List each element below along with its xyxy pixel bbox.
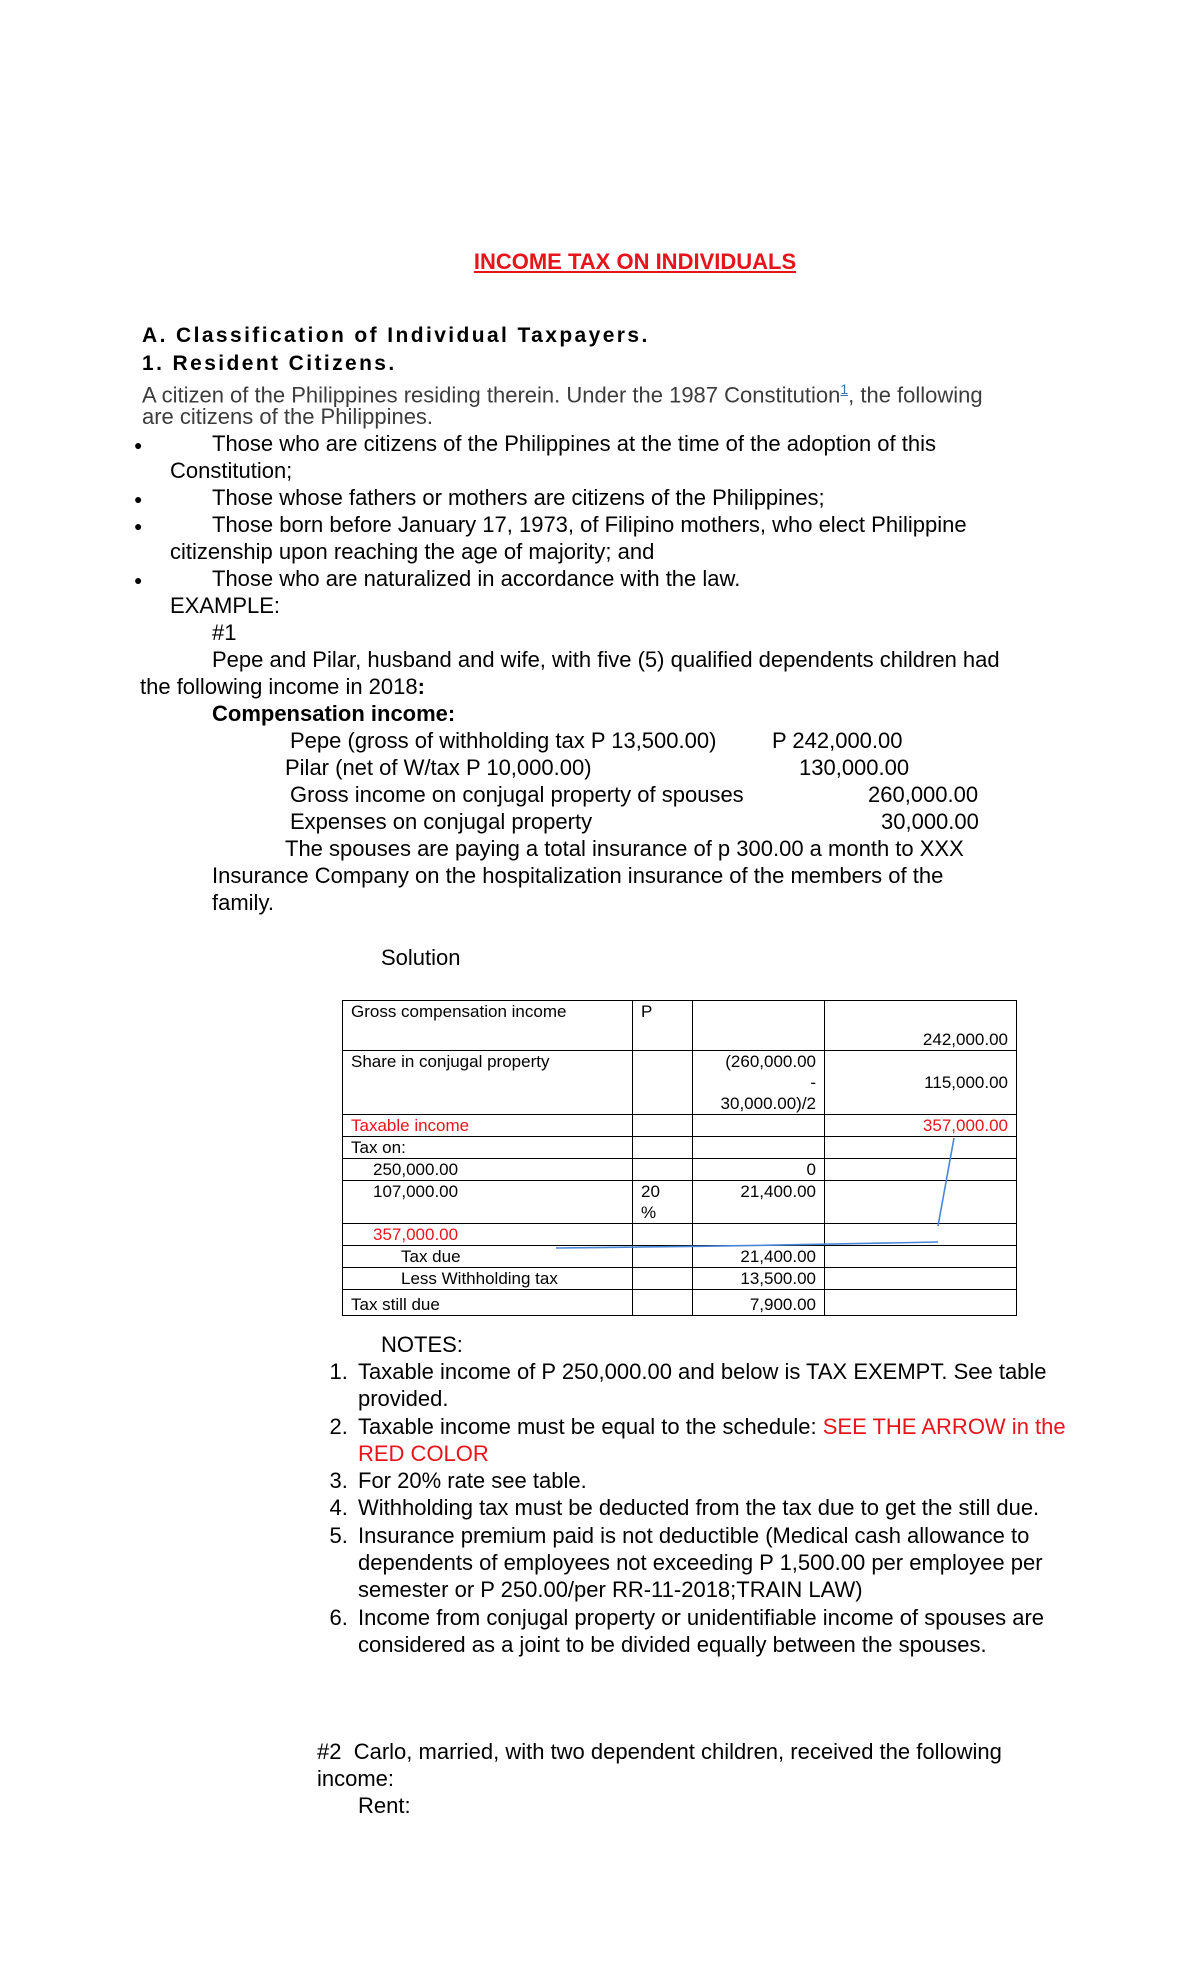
cell-empty: [633, 1290, 693, 1316]
table-row: [343, 1001, 1017, 1051]
cell-tax-due-label: Tax due: [343, 1246, 633, 1268]
bullet-3-line-2: citizenship upon reaching the age of majority; and: [170, 539, 655, 564]
table-row: [343, 1115, 1017, 1137]
cell-taxable-label: Taxable income: [343, 1115, 633, 1137]
notes-list: [314, 1358, 1114, 1658]
cell-empty: [825, 1246, 1017, 1268]
table-row: [343, 1224, 1017, 1246]
item-gross-conjugal-amount: 260,000.00: [868, 782, 979, 807]
example-line-1: Pepe and Pilar, husband and wife, with five (5) qualified dependents children had: [212, 647, 1000, 672]
item-pepe-amount: P 242,000.00: [772, 728, 903, 753]
item-pilar-amount: 130,000.00: [799, 755, 910, 780]
cell-less-wh-label: Less Withholding tax: [343, 1268, 633, 1290]
example-line-2-text: the following income in 2018: [140, 674, 418, 699]
cell-tax-on-label: Tax on:: [343, 1137, 633, 1159]
cell-empty: [693, 1137, 825, 1159]
table-row: [343, 1268, 1017, 1290]
cell-taxable-amount: 357,000.00: [825, 1115, 1017, 1137]
intro-text-a: A citizen of the Philippines residing therein. Under the 1987 Constitution: [142, 382, 841, 408]
list-item: [354, 1413, 1114, 1468]
subsection-heading: 1. Resident Citizens.: [142, 352, 397, 375]
intro-line-2: are citizens of the Philippines.: [142, 404, 434, 429]
item-pilar-label: Pilar (net of W/tax P 10,000.00): [285, 755, 592, 780]
bullet-1-line-1: Those who are citizens of the Philippines at the time of the adoption of this: [212, 431, 936, 456]
cell-250k-tax: 0: [693, 1159, 825, 1181]
compensation-heading: Compensation income:: [212, 701, 456, 726]
bullet-icon: ●: [134, 518, 143, 534]
cell-share-label: Share in conjugal property: [343, 1051, 633, 1115]
cell-empty: [633, 1246, 693, 1268]
bullet-icon: ●: [134, 491, 143, 507]
cell-tax-due-amount: 21,400.00: [693, 1246, 825, 1268]
bullet-2-line-1: Those whose fathers or mothers are citizens of the Philippines;: [212, 485, 825, 510]
list-item: 1. Taxable income of P 250,000.00 and below is TAX EXEMPT. See table provided.: [354, 1358, 1114, 1413]
cell-empty: [633, 1268, 693, 1290]
cell-empty: [633, 1137, 693, 1159]
table-row: [343, 1159, 1017, 1181]
example2-line-1: [317, 1738, 1002, 1765]
cell-107k-tax: 21,400.00: [693, 1181, 825, 1224]
bullet-3-line-1: Those born before January 17, 1973, of Filipino mothers, who elect Philippine: [212, 512, 967, 537]
cell-250k-label: 250,000.00: [343, 1159, 633, 1181]
example2-text: Carlo, married, with two dependent children, received the following: [353, 1739, 1002, 1764]
example-label: EXAMPLE:: [170, 593, 281, 618]
cell-empty: [633, 1115, 693, 1137]
cell-share-amount: 115,000.00: [825, 1051, 1017, 1115]
cell-107k-label: 107,000.00: [343, 1181, 633, 1224]
item-pepe-label: Pepe (gross of withholding tax P 13,500.00): [290, 728, 717, 753]
item-gross-conjugal-label: Gross income on conjugal property of spouses: [290, 782, 744, 807]
cell-empty: [693, 1115, 825, 1137]
cell-357k-label: 357,000.00: [343, 1224, 633, 1246]
example2-number: #2: [317, 1739, 342, 1764]
table-row: [343, 1290, 1017, 1316]
share-comp-line-2: -: [810, 1073, 816, 1092]
bullet-icon: ●: [134, 572, 143, 588]
cell-empty: [825, 1181, 1017, 1224]
cell-gross-comp-label: Gross compensation income: [343, 1001, 633, 1051]
document-title: INCOME TAX ON INDIVIDUALS: [473, 249, 797, 274]
table-row: [343, 1137, 1017, 1159]
bullet-1-line-2: Constitution;: [170, 458, 293, 483]
section-heading: A. Classification of Individual Taxpayers.: [142, 324, 650, 347]
table-row: [343, 1181, 1017, 1224]
example2-rent: Rent:: [358, 1793, 411, 1818]
cell-less-wh-amount: 13,500.00: [693, 1268, 825, 1290]
cell-107k-rate: [633, 1181, 693, 1224]
note-2-red-text: SEE THE ARROW in the RED COLOR: [358, 1413, 1066, 1466]
footnote-marker[interactable]: 1: [840, 381, 849, 397]
notes-label: NOTES:: [381, 1332, 463, 1357]
table-row: [343, 1051, 1017, 1115]
cell-empty: [825, 1137, 1017, 1159]
intro-text-b: , the following: [848, 382, 983, 408]
solution-table: [342, 1000, 1017, 1316]
table-row: [343, 1246, 1017, 1268]
bullet-4-line-1: Those who are naturalized in accordance with the law.: [212, 566, 741, 591]
list-item: 4. Withholding tax must be deducted from the tax due to get the still due.: [354, 1494, 1114, 1521]
cell-empty: [825, 1159, 1017, 1181]
rate-percent: %: [641, 1203, 657, 1222]
insurance-line-1: The spouses are paying a total insurance of p 300.00 a month to XXX: [285, 836, 964, 861]
cell-empty: [825, 1290, 1017, 1316]
example2-line-2: income:: [317, 1766, 395, 1791]
cell-empty: [633, 1159, 693, 1181]
item-expenses-label: Expenses on conjugal property: [290, 809, 593, 834]
list-item: 6. Income from conjugal property or unidentifiable income of spouses are considered as a joint to be divided equally between the spouses.: [354, 1604, 1114, 1659]
list-item: 3. For 20% rate see table.: [354, 1467, 1114, 1494]
bullet-icon: ●: [134, 437, 143, 453]
cell-gross-comp-peso: P: [633, 1001, 693, 1051]
list-item: 5. Insurance premium paid is not deductible (Medical cash allowance to dependents of employees not exceeding P 1,500.00 per employee per semester or P 250.00/per RR-11-2018;TRAIN LAW): [354, 1522, 1114, 1604]
solution-label: Solution: [381, 945, 461, 970]
cell-empty: [693, 1001, 825, 1051]
insurance-line-3: family.: [212, 890, 274, 915]
cell-empty: [633, 1051, 693, 1115]
note-2-text: Taxable income must be equal to the schedule:: [358, 1413, 823, 1439]
cell-still-due-label: Tax still due: [343, 1290, 633, 1316]
cell-still-due-amount: 7,900.00: [693, 1290, 825, 1316]
rate-value: 20: [641, 1182, 660, 1201]
cell-empty: [825, 1224, 1017, 1246]
item-expenses-amount: 30,000.00: [881, 809, 979, 834]
example-line-2-colon: :: [417, 674, 425, 699]
cell-gross-comp-amount: 242,000.00: [825, 1001, 1017, 1051]
share-comp-line-3: 30,000.00)/2: [720, 1094, 816, 1113]
cell-share-computation: [693, 1051, 825, 1115]
share-comp-line-1: (260,000.00: [725, 1052, 816, 1071]
cell-empty: [633, 1224, 693, 1246]
example-number: #1: [212, 620, 237, 645]
cell-empty: [693, 1224, 825, 1246]
insurance-line-2: Insurance Company on the hospitalization insurance of the members of the: [212, 863, 944, 888]
cell-empty: [825, 1268, 1017, 1290]
example-line-2: [140, 673, 425, 700]
